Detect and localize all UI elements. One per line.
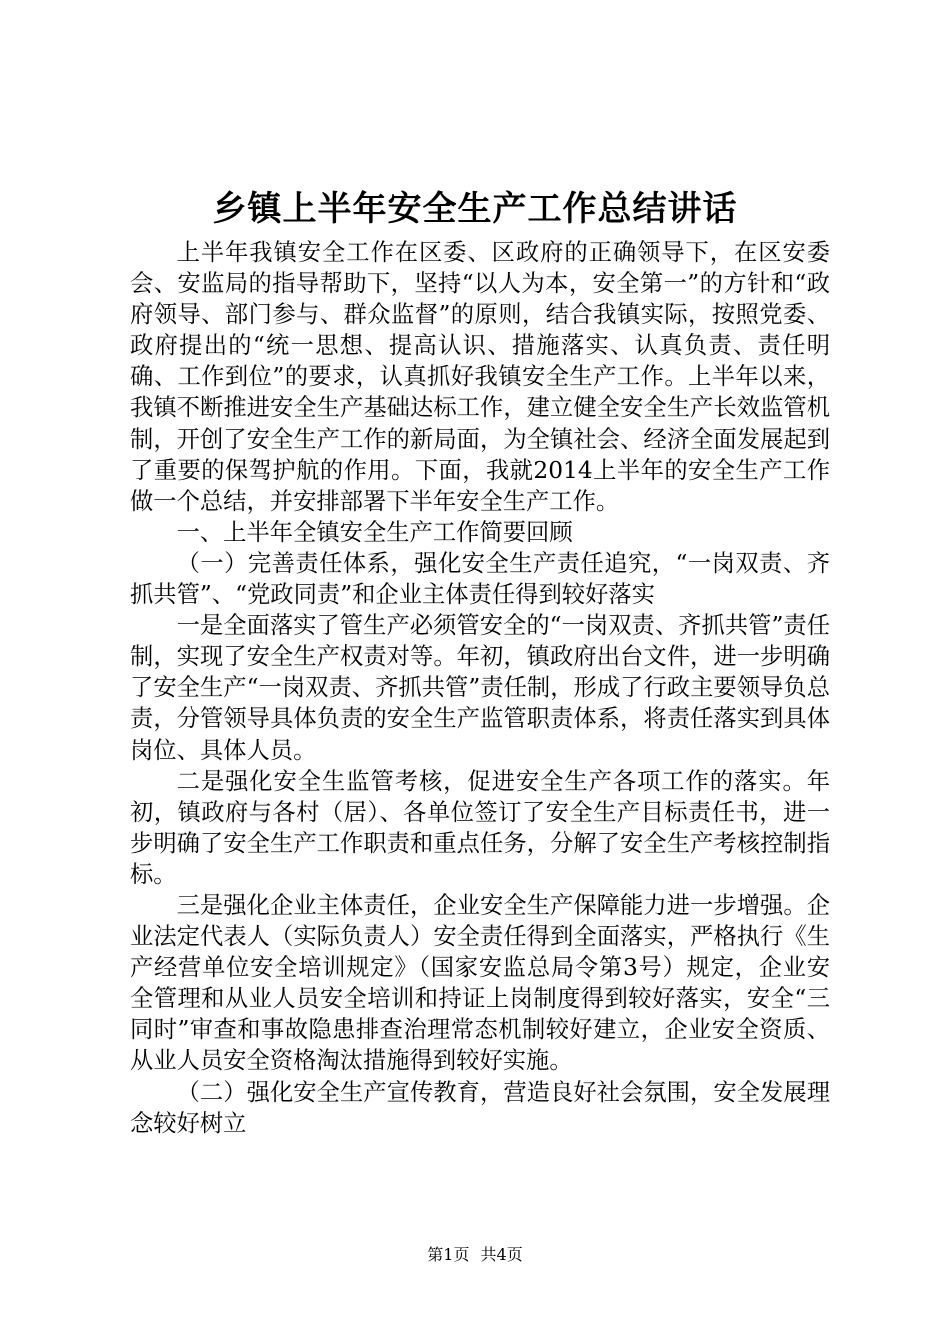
- document-body: [130, 237, 830, 1139]
- paragraph-intro: 上半年我镇安全工作在区委、区政府的正确领导下，在区安委会、安监局的指导帮助下，坚持“以人为本，安全第一”的方针和“政府领导、部门参与、群众监督”的原则，结合我镇实际，按照党委、政府提出的“统一思想、提高认识、措施落实、认真负责、责任明确、工作到位”的要求，认真抓好我镇安全生产工作。上半年以来，我镇不断推进安全生产基础达标工作，建立健全安全生产长效监管机制，开创了安全生产工作的新局面，为全镇社会、经济全面发展起到了重要的保驾护航的作用。下面，我就2014上半年的安全生产工作做一个总结，并安排部署下半年安全生产工作。: [130, 239, 830, 515]
- subsection-heading-publicity: （二）强化安全生产宣传教育，营造良好社会氛围，安全发展理念较好树立: [130, 1078, 830, 1137]
- paragraph-point-three: 三是强化企业主体责任，企业安全生产保障能力进一步增强。企业法定代表人（实际负责人）安全责任得到全面落实，严格执行《生产经营单位安全培训规定》（国家安监总局令第3号）规定，企业安全管理和从业人员安全培训和持证上岗制度得到较好落实，安全“三同时”审查和事故隐患排查治理常态机制较好建立，企业安全资质、从业人员安全资格淘汰措施得到较好实施。: [130, 891, 830, 1075]
- page-footer: 第1页 共4页: [427, 1245, 523, 1264]
- document-title: 乡镇上半年安全生产工作总结讲话: [212, 189, 738, 229]
- section-heading-review: 一、上半年全镇安全生产工作简要回顾: [176, 518, 573, 546]
- paragraph-point-two: 二是强化安全生监管考核，促进安全生产各项工作的落实。年初，镇政府与各村（居）、各单位签订了安全生产目标责任书，进一步明确了安全生产工作职责和重点任务，分解了安全生产考核控制指标。: [130, 767, 830, 888]
- paragraph-point-one: 一是全面落实了管生产必须管安全的“一岗双责、齐抓共管”责任制，实现了安全生产权责对等。年初，镇政府出台文件，进一步明确了安全生产“一岗双责、齐抓共管”责任制，形成了行政主要领导负总责，分管领导具体负责的安全生产监管职责体系，将责任落实到具体岗位、具体人员。: [130, 612, 830, 764]
- subsection-heading-responsibility: （一）完善责任体系，强化安全生产责任追究，“一岗双责、齐抓共管”、“党政同责”和企业主体责任得到较好落实: [130, 549, 830, 609]
